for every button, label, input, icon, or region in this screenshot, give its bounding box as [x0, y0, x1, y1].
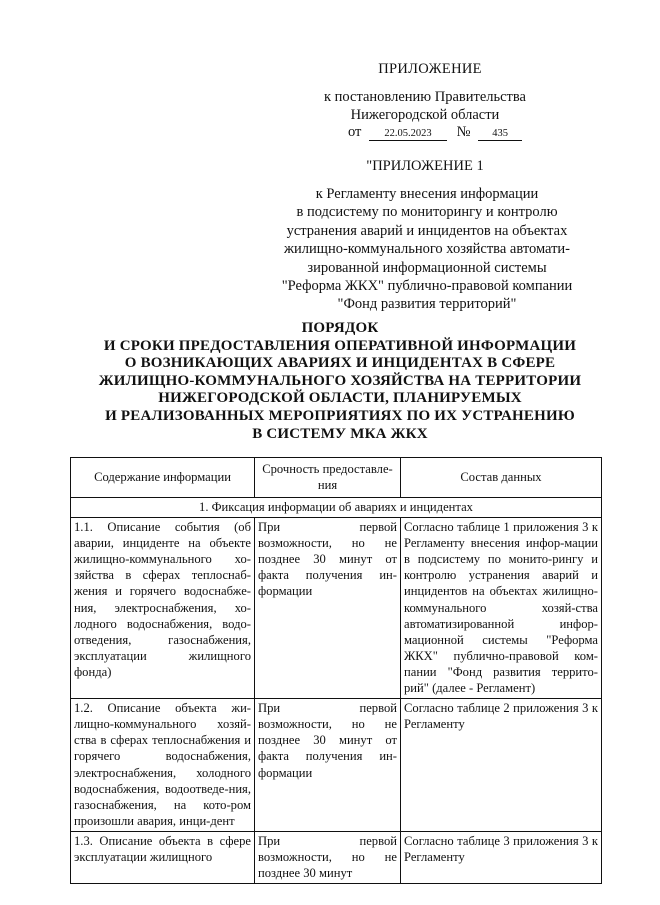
- resolution-date: 22.05.2023: [369, 127, 447, 141]
- table-row: [71, 699, 602, 832]
- heading-line: И СРОКИ ПРЕДОСТАВЛЕНИЯ ОПЕРАТИВНОЙ ИНФОРМАЦИИ: [103, 337, 577, 354]
- appendix-title: ПРИЛОЖЕНИЕ: [378, 61, 482, 77]
- resolution-line: к постановлению Правительства: [324, 89, 526, 105]
- reglament-line: "Реформа ЖКХ" публично-правовой компании: [281, 278, 573, 295]
- cell-data: Согласно таблице 1 приложения 3 к Регламенту внесения инфор-мации в подсистему по монито-рингу и контролю устранения аварий и инцидентов на объектах жилищно-коммунального хозяй-ства автоматизированной инфор-мационной системы "Реформа ЖКХ" публично-правовой ком-пании "Фонд развития террито-рий" (далее - Регламент): [401, 518, 602, 699]
- heading-line: И РЕАЛИЗОВАННЫХ МЕРОПРИЯТИЯХ ПО ИХ УСТРАНЕНИЮ: [105, 407, 575, 424]
- heading-line: НИЖЕГОРОДСКОЙ ОБЛАСТИ, ПЛАНИРУЕМЫХ: [158, 390, 522, 407]
- heading-line: О ВОЗНИКАЮЩИХ АВАРИЯХ И ИНЦИДЕНТАХ В СФЕРЕ: [124, 355, 556, 372]
- reglament-line: в подсистему по мониторингу и контролю: [296, 204, 558, 221]
- heading-line: ЖИЛИЩНО-КОММУНАЛЬНОГО ХОЗЯЙСТВА НА ТЕРРИТОРИИ: [98, 372, 582, 389]
- cell-content: 1.1. Описание события (об аварии, инциденте на объекте жилищно-коммунального хо-зяйства в сферах теплоснаб-жения и горячего водоснабже-ния, электроснабжения, хо-лодного водоснабжения, водо-отведения, газоснабжения, эксплуатации жилищного фонда): [71, 518, 255, 699]
- table-header-row: [71, 458, 602, 498]
- cell-data: Согласно таблице 3 приложения 3 к Регламенту: [401, 831, 602, 883]
- cell-data: Согласно таблице 2 приложения 3 к Регламенту: [401, 699, 602, 832]
- cell-content: 1.3. Описание объекта в сфере эксплуатации жилищного: [71, 831, 255, 883]
- table-row: [71, 831, 602, 883]
- column-header-urgency: Срочность предоставле-ния: [255, 458, 401, 498]
- section-row: [71, 498, 602, 518]
- resolution-line: Нижегородской области: [350, 107, 500, 123]
- reglament-line: "Фонд развития территорий": [337, 296, 517, 313]
- heading-line: В СИСТЕМУ МКА ЖКХ: [252, 425, 428, 442]
- appendix-one-title: "ПРИЛОЖЕНИЕ 1: [366, 158, 484, 174]
- cell-content: 1.2. Описание объекта жи-лищно-коммунального хозяй-ства в сферах теплоснабжения и горячего водоснабжения, электроснабжения, холодного водоснабжения, водоотведе-ния, газоснабжения, на кото-ром произошли авария, инци-дент: [71, 699, 255, 832]
- cell-urgency: При первой возможности, но не позднее 30 минут от факта получения ин-формации: [255, 518, 401, 699]
- column-header-data: Состав данных: [401, 458, 602, 498]
- reglament-line: жилищно-коммунального хозяйства автомати-: [284, 241, 570, 258]
- heading-line: ПОРЯДОК: [301, 320, 379, 336]
- cell-urgency: При первой возможности, но не позднее 30 минут от факта получения ин-формации: [255, 699, 401, 832]
- information-table: [70, 457, 602, 884]
- reglament-line: к Регламенту внесения информации: [315, 186, 539, 202]
- reglament-line: устранения аварий и инцидентов на объектах: [286, 222, 568, 239]
- table-row: [71, 518, 602, 699]
- date-prefix: от: [348, 124, 362, 140]
- resolution-number: 435: [478, 127, 522, 141]
- reglament-line: зированной информационной системы: [307, 259, 547, 276]
- number-sign: №: [456, 124, 471, 140]
- column-header-content: Содержание информации: [71, 458, 255, 498]
- section-title: 1. Фиксация информации об авариях и инцидентах: [71, 498, 602, 518]
- cell-urgency: При первой возможности, но не позднее 30 минут: [255, 831, 401, 883]
